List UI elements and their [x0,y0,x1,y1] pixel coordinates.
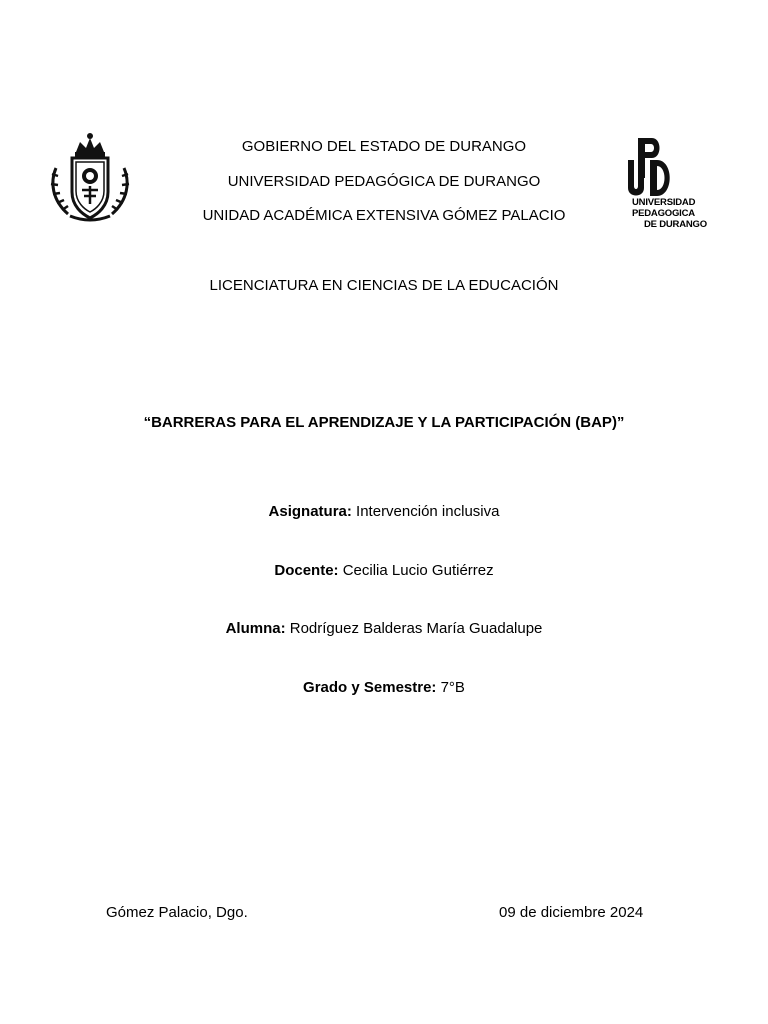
subject-label: Asignatura: [268,503,352,520]
logo-text-line-2: PEDAGOGICA [632,208,695,219]
student-value: Rodríguez Balderas María Guadalupe [289,620,543,637]
logo-text-line-3: DE DURANGO [644,219,707,230]
government-heading: GOBIERNO DEL ESTADO DE DURANGO [241,138,527,155]
document-title: “BARRERAS PARA EL APRENDIZAJE Y LA PARTICIPACIÓN (BAP)” [143,414,625,431]
footer-place: Gómez Palacio, Dgo. [106,904,248,921]
academic-unit-heading: UNIDAD ACADÉMICA EXTENSIVA GÓMEZ PALACIO [202,207,566,224]
subject-field [0,503,768,521]
university-heading: UNIVERSIDAD PEDAGÓGICA DE DURANGO [227,173,541,190]
teacher-label: Docente: [274,562,339,579]
program-heading: LICENCIATURA EN CIENCIAS DE LA EDUCACIÓN [209,277,559,294]
teacher-field [0,562,768,580]
footer-date: 09 de diciembre 2024 [499,904,644,921]
subject-value: Intervención inclusiva [356,503,500,520]
student-label: Alumna: [225,620,286,637]
student-field [0,620,768,638]
upd-university-logo-icon [624,138,712,230]
grade-field [0,679,768,697]
teacher-value: Cecilia Lucio Gutiérrez [342,562,494,579]
logo-text-line-1: UNIVERSIDAD [632,197,696,208]
grade-label: Grado y Semestre: [303,679,437,696]
grade-value: 7°B [440,679,465,696]
